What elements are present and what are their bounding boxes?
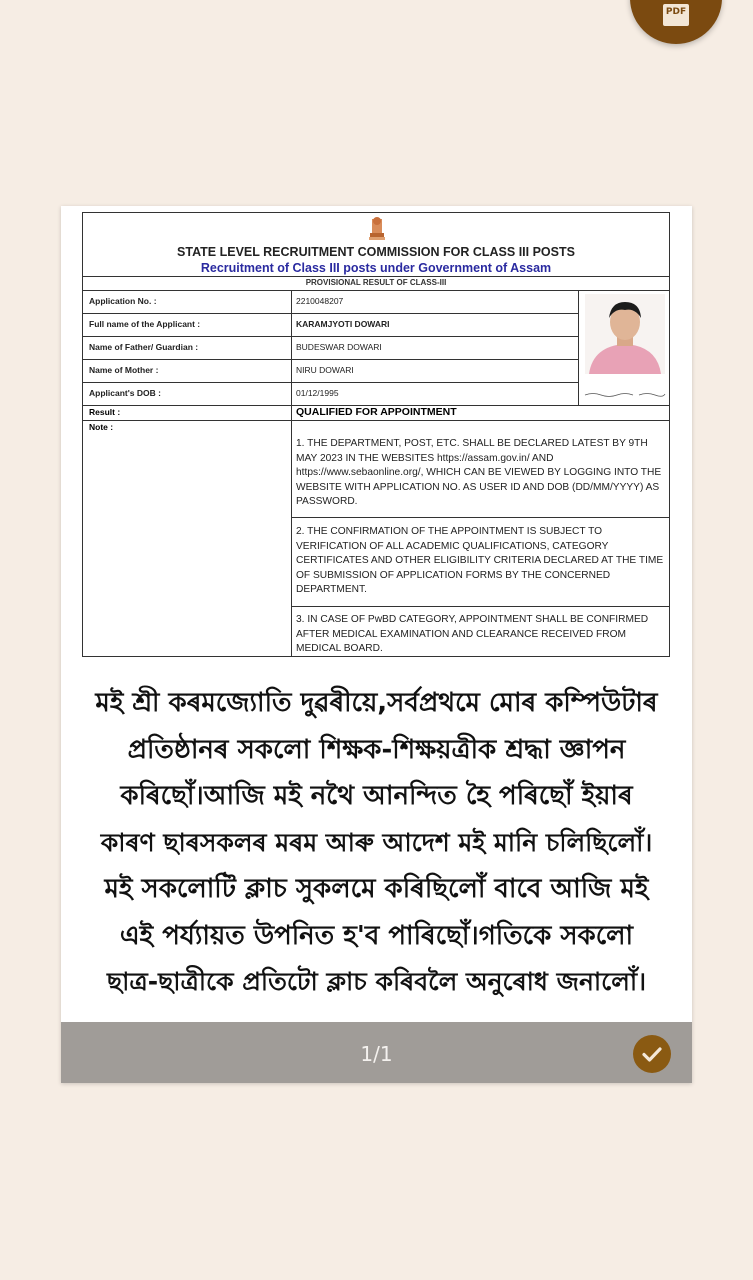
field-row-application-no xyxy=(83,290,578,314)
field-value: 2210048207 xyxy=(296,296,344,306)
page-footer-bar xyxy=(61,1022,692,1083)
caption-line: প্ৰতিষ্ঠানৰ সকলো শিক্ষক-শিক্ষয়ত্ৰীক শ্ৰদ্ধা জ্ঞাপন xyxy=(127,734,626,765)
note-item: 1. THE DEPARTMENT, POST, ETC. SHALL BE DECLARED LATEST BY 9TH MAY 2023 IN THE WEBSITES https://assam.gov.in/ AND https://www.sebaonline.org/, WHICH CAN BE VIEWED BY LOGGING INTO THE WEBSITE WITH APPLICATION NO. AS USER ID AND DOB (DD/MM/YYYY) AS PASSWORD. xyxy=(296,438,662,508)
pdf-page-preview[interactable] xyxy=(61,206,692,1083)
caption-line: কাৰণ ছাৰসকলৰ মৰম আৰু আদেশ মই মানি চলিছিলোঁ। xyxy=(100,827,653,857)
caption-line: এই পৰ্য্যায়ত উপনিত হ'ব পাৰিছোঁ।গতিকে সকলো xyxy=(119,920,634,951)
check-circle-icon[interactable] xyxy=(633,1035,671,1073)
field-value: BUDESWAR DOWARI xyxy=(296,342,382,352)
pdf-label: PDF xyxy=(665,7,687,17)
result-value: QUALIFIED FOR APPOINTMENT xyxy=(296,406,457,418)
field-value: 01/12/1995 xyxy=(296,388,339,398)
note-item: 3. IN CASE OF PwBD CATEGORY, APPOINTMENT SHALL BE CONFIRMED AFTER MEDICAL EXAMINATION AND CLEARANCE RECEIVED FROM MEDICAL BOARD. xyxy=(296,614,649,655)
caption-line: মই শ্ৰী কৰমজ্যোতি দুৱৰীয়ে,সৰ্বপ্ৰথমে মোৰ কম্পিউটাৰ xyxy=(95,688,658,718)
document-subtitle: Recruitment of Class III posts under Government of Assam xyxy=(200,261,552,275)
caption-line: ছাত্ৰ-ছাত্ৰীকে প্ৰতিটো ক্লাচ কৰিবলৈ অনুৰোধ জনালোঁ। xyxy=(106,967,647,996)
applicant-photo xyxy=(585,294,665,374)
caption-text xyxy=(61,680,692,1006)
field-label: Applicant's DOB : xyxy=(89,388,161,398)
field-row-applicant-name xyxy=(83,313,578,337)
field-row-dob xyxy=(83,382,578,405)
page-indicator: 1/1 xyxy=(360,1042,393,1066)
checkmark-icon xyxy=(633,1035,671,1073)
provisional-label: PROVISIONAL RESULT OF CLASS-III xyxy=(83,276,669,291)
field-label: Application No. : xyxy=(89,296,157,306)
caption-line: মই সকলোটি ক্লাচ সুকলমে কৰিছিলোঁ বাবে আজি মই xyxy=(104,874,649,904)
pdf-fab-button[interactable] xyxy=(630,0,722,44)
note-label: Note : xyxy=(89,422,114,432)
field-row-mother-name xyxy=(83,359,578,383)
caption-line: কৰিছোঁ।আজি মই নথৈ আনন্দিত হৈ পৰিছোঁ ইয়াৰ xyxy=(120,781,633,811)
result-row xyxy=(83,405,669,421)
emblem-icon xyxy=(366,215,388,245)
applicant-signature xyxy=(583,390,667,398)
field-value: KARAMJYOTI DOWARI xyxy=(296,319,390,329)
result-document xyxy=(82,212,670,657)
field-label: Name of Father/ Guardian : xyxy=(89,342,199,352)
field-row-father-name xyxy=(83,336,578,360)
result-label: Result : xyxy=(89,407,121,417)
note-item: 2. THE CONFIRMATION OF THE APPOINTMENT IS SUBJECT TO VERIFICATION OF ALL ACADEMIC QUALIFICATIONS, CATEGORY CERTIFICATES AND OTHER ELIGIBILITY CRITERIA DECLARED AT THE TIME OF SUBMISSION OF APPLICATION FORMS BY THE CONCERNED DEPARTMENT. xyxy=(296,526,664,596)
field-value: NIRU DOWARI xyxy=(296,365,354,375)
document-title: STATE LEVEL RECRUITMENT COMMISSION FOR CLASS III POSTS xyxy=(177,245,575,259)
field-label: Full name of the Applicant : xyxy=(89,319,201,329)
applicant-photo-box xyxy=(578,290,670,405)
field-label: Name of Mother : xyxy=(89,365,159,375)
